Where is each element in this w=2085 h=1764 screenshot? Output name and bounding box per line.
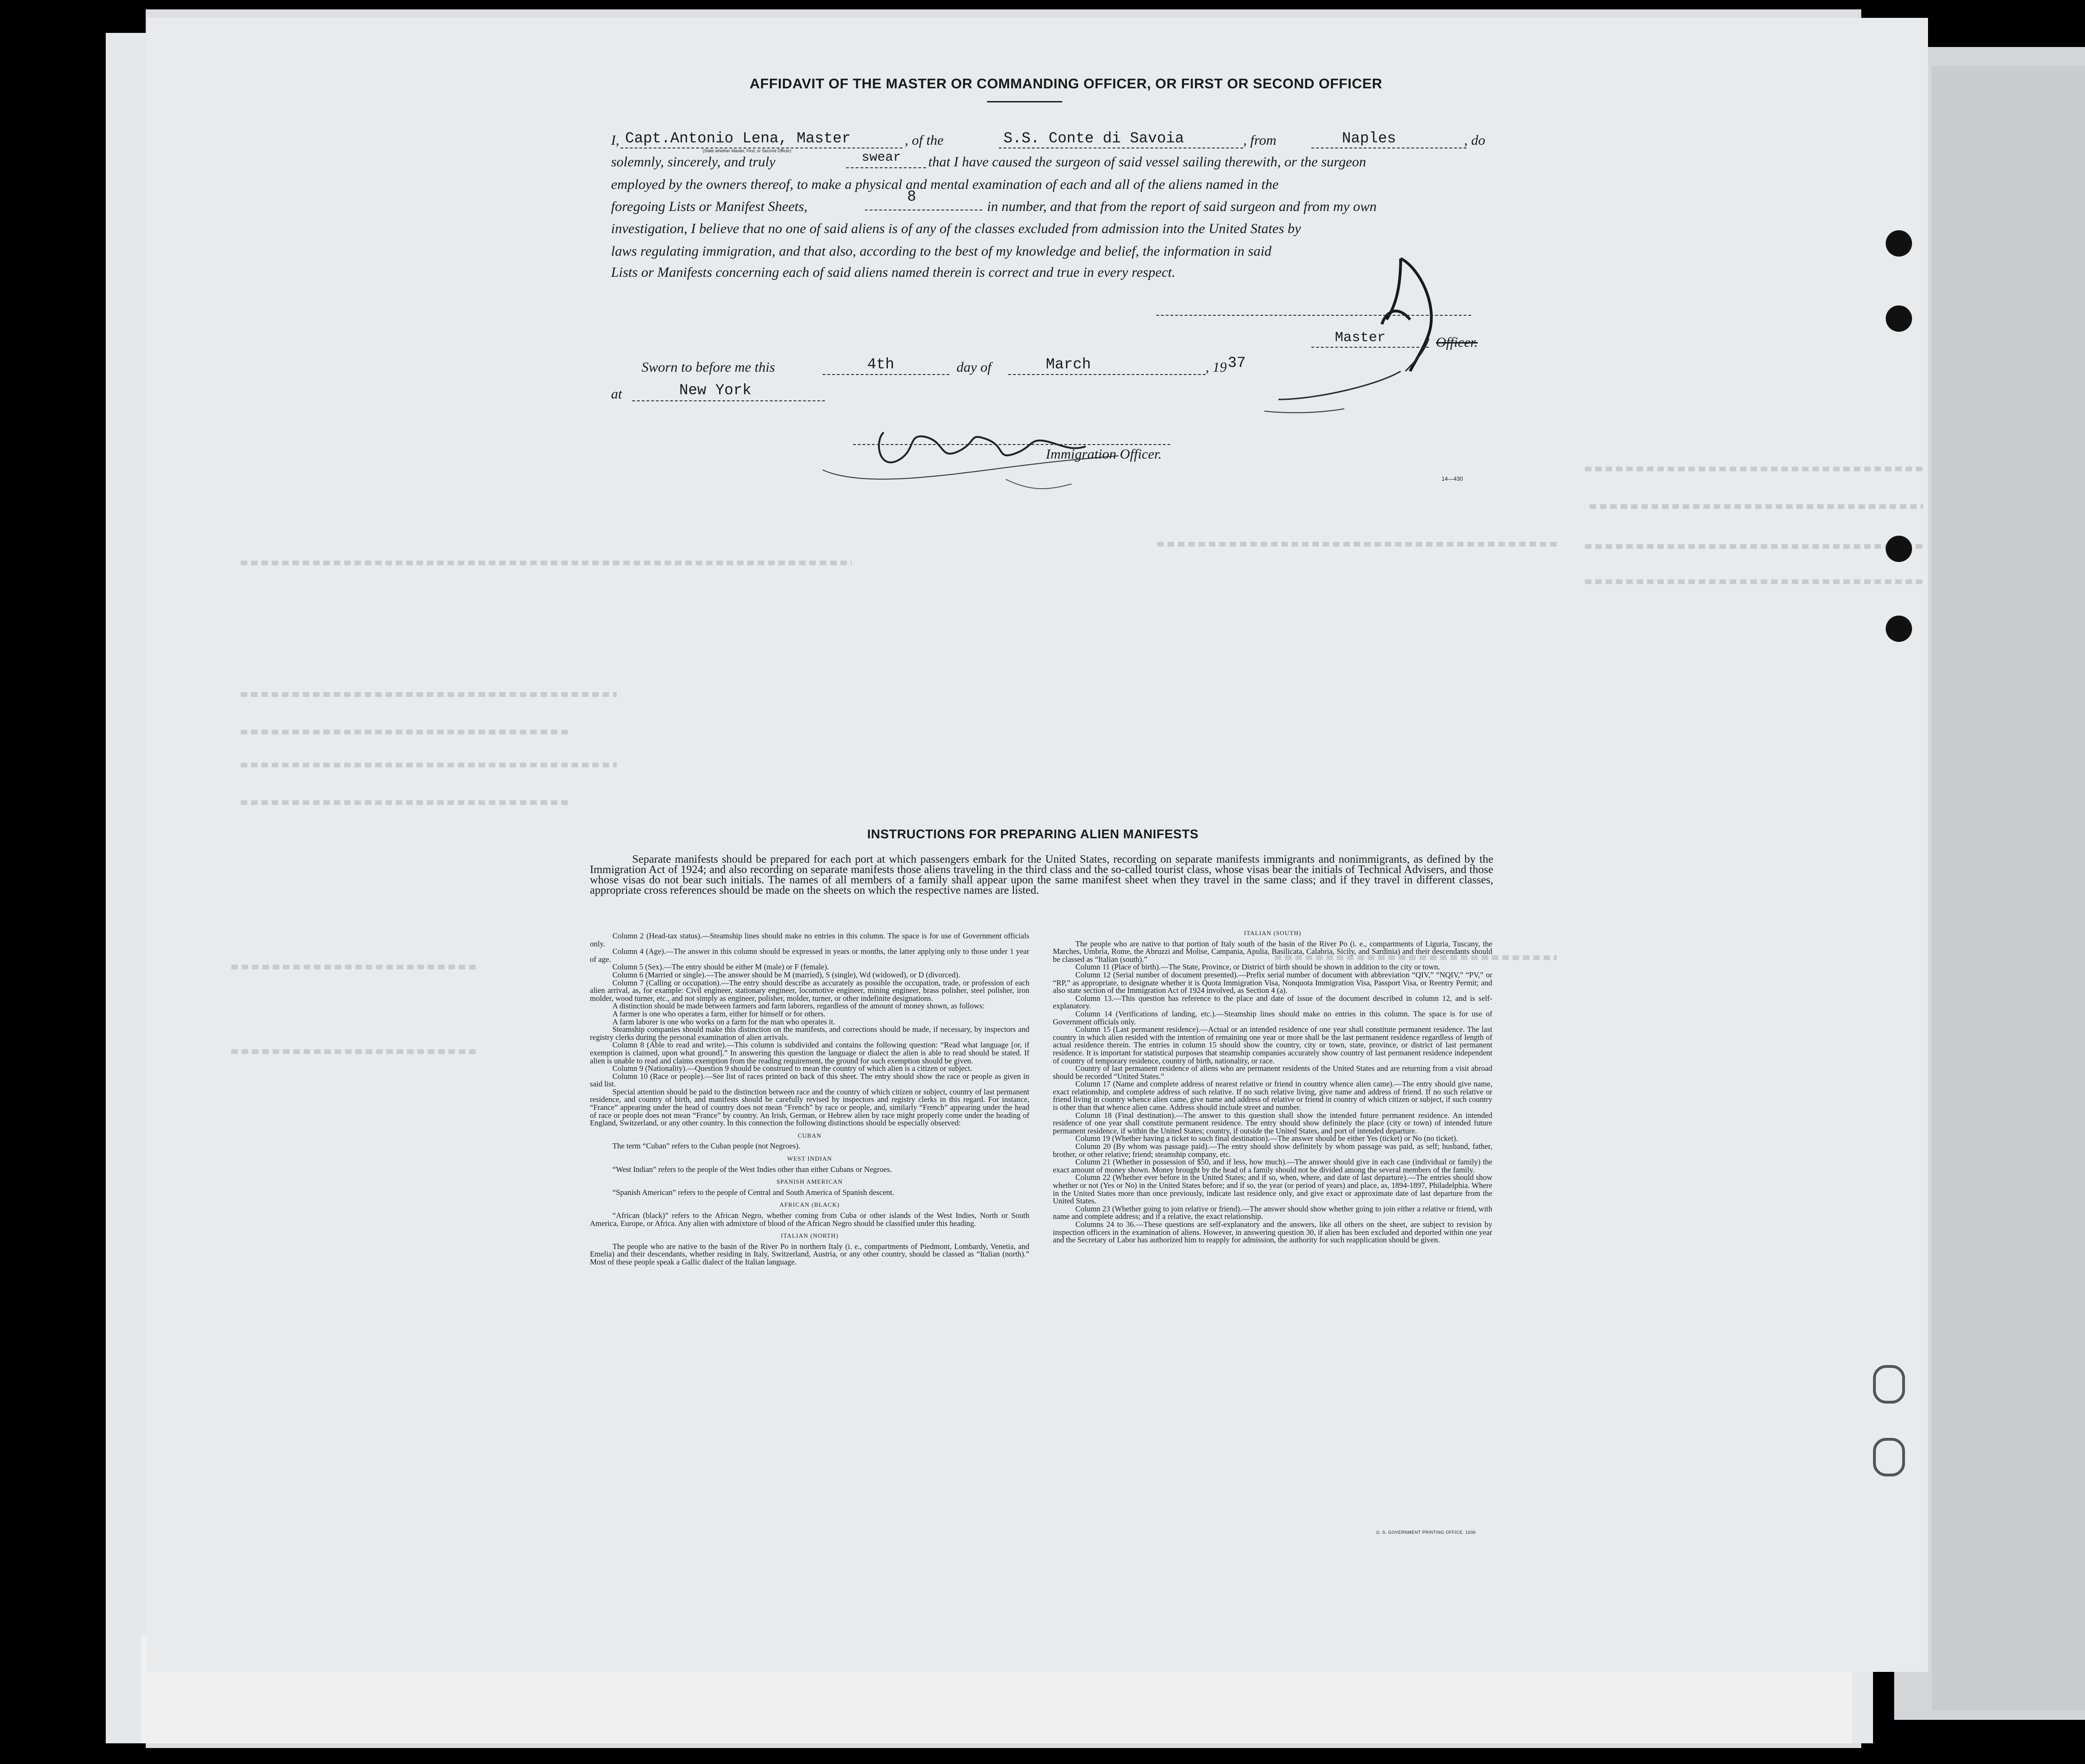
master-signature (1260, 230, 1504, 418)
from-label: , from (1243, 133, 1277, 148)
sworn-day: 4th (867, 356, 894, 373)
instruction-paragraph: Column 6 (Married or single).—The answer should be M (married), S (single), Wd (widowed), or D (divorced). (612, 970, 960, 979)
sworn-year: 37 (1228, 354, 1246, 372)
at-label: at (611, 386, 622, 402)
section-heading-spanish-american: SPANISH AMERICAN (776, 1178, 843, 1186)
instruction-paragraph: Column 5 (Sex).—The entry should be either M (male) or F (female). (612, 962, 829, 972)
instruction-paragraph: Steamship companies should make this distinction on the manifests, and corrections should be made, if necessary, by inspectors and registry clerks during the personal examination of alien arrivals. (590, 1025, 1029, 1042)
affidavit-line5: investigation, I believe that no one of said aliens is of any of the classes excluded from admission into the United States by (611, 221, 1301, 236)
instruction-paragraph: Column 2 (Head-tax status).—Steamship lines should make no entries in this column. The space is for use of Government officials only. (590, 931, 1029, 948)
instruction-paragraph: Column 20 (By whom was passage paid).—The entry should show definitely by whom passage was paid, as self; husband, father, brother, or other relative; friend; steamship company, etc. (1053, 1142, 1492, 1159)
oath-line (846, 167, 926, 168)
affidavit-line2a: solemnly, sincerely, and truly (611, 154, 776, 170)
section-heading-west-indian: WEST INDIAN (787, 1155, 832, 1163)
instruction-paragraph: Column 22 (Whether ever before in the United States; and if so, when, where, and date of last departure).—The entries should show whether or not (Yes or No) in the United States before; and if so, the year (or period of years) and place, as, 1894-1897, Philadelphia. Where in the United States more than once previously, indicate last residence only, and give exact or approximate date of last departure from the United States. (1053, 1173, 1492, 1206)
title-line (1311, 347, 1429, 348)
immigration-officer-line (853, 444, 1170, 445)
right-page-edge-2 (1932, 66, 2085, 1710)
sworn-month: March (1046, 356, 1091, 373)
instruction-paragraph: Column 9 (Nationality).—Question 9 should be construed to mean the country of which alien is a citizen or subject. (612, 1064, 972, 1073)
instruction-paragraph: Column 7 (Calling or occupation).—The entry should describe as accurately as possible the occupation, trade, or profession of each alien arrival, as, for example: Civil engineer, stationary engineer, locomotive engineer, mining engineer, brass polisher, steel polisher, iron molder, wood turner, etc., and not simply as engineer, polisher, molder, turner, or other indefinite designations. (590, 978, 1029, 1003)
instruction-paragraph: Column 14 (Verifications of landing, etc.).—Steamship lines should make no entries in this column. The space is for use of Government officials only. (1053, 1009, 1492, 1026)
instruction-paragraph: Column 18 (Final destination).—The answer to this question shall show the intended future permanent residence. An intended residence of one year shall constitute permanent residence. The entry should show definitely the place (city or town) of intended future permanent residence, if within the United States; country, if outside the United States, and port of intended departure. (1053, 1110, 1492, 1135)
form-number: 14—430 (1442, 476, 1463, 482)
instructions-left-column (590, 932, 1029, 1266)
do-label: , do (1464, 133, 1485, 148)
affidavit-title: AFFIDAVIT OF THE MASTER OR COMMANDING OFFICER, OR FIRST OR SECOND OFFICER (750, 76, 1382, 92)
instructions-right-column (1053, 929, 1492, 1244)
instruction-paragraph: Country of last permanent residence of aliens who are permanent residents of the United States and are returning from a visit abroad should be recorded “United States.” (1053, 1064, 1492, 1081)
instruction-paragraph: Column 13.—This question has reference to the place and date of issue of the document described in column 12, and is self-explanatory. (1053, 993, 1492, 1011)
affidavit-line2b: that I have caused the surgeon of said vessel sailing therewith, or the surgeon (928, 154, 1366, 170)
affidavit-line4a: foregoing Lists or Manifest Sheets, (611, 199, 808, 214)
instruction-paragraph: Column 23 (Whether going to join relative or friend).—The answer should show whether going to join either a relative or friend, with name and complete address; and if a relative, the exact relationship. (1053, 1204, 1492, 1221)
port-name: Naples (1342, 130, 1396, 147)
instruction-paragraph: Column 12 (Serial number of document presented).—Prefix serial number of document with abbreviation “QIV,” “NQIV,” “PV,” or “RP,” as appropriate, to designate whether it is Quota Immigration Visa, Nonquota Immigration Visa, Passport Visa, or Reentry Permit; and also state section of the Immigration Act of 1924 involved, as Section 4 (a). (1053, 970, 1492, 995)
vessel-name: S.S. Conte di Savoia (1003, 130, 1184, 147)
instruction-paragraph: Column 11 (Place of birth).—The State, Province, or District of birth should be shown in addition to the city or town. (1075, 962, 1440, 972)
officer-label: Officer. (1436, 335, 1478, 350)
section-heading-cuban: CUBAN (798, 1132, 822, 1139)
signer-title: Master (1335, 330, 1386, 346)
oath-word: swear (862, 150, 901, 165)
sheet-count: 8 (907, 188, 917, 205)
instruction-paragraph: The people who are native to the basin of the River Po in northern Italy (i. e., compartments of Piedmont, Lombardy, Venetia, and Emelia) and their descendants, whether residing in Italy, Switzerland, Austria, or any other country, should be classed as “Italian (north).” Most of these people speak a Gallic dialect of the Italian language. (590, 1241, 1029, 1266)
instruction-paragraph: Column 4 (Age).—The answer in this column should be expressed in years or months, the latter applying only to those under 1 year of age. (590, 947, 1029, 964)
instruction-paragraph: A farmer is one who operates a farm, either for himself or for others. (612, 1009, 826, 1018)
month-line (1008, 374, 1206, 375)
binder-ring (1873, 1365, 1905, 1404)
instruction-paragraph: The people who are native to that portion of Italy south of the basin of the River Po (i. e., compartments of Liguria, Tuscany, the Marches, Umbria, Rome, the Abruzzi and Molise, Campania, Apulia, Basilicata, Calabria, Sicily, and Sardinia) and their descendants should be classed as “Italian (south).” (1053, 939, 1492, 964)
instruction-paragraph: A farm laborer is one who works on a farm for the man who operates it. (612, 1017, 835, 1026)
affidavit-line3: employed by the owners thereof, to make a physical and mental examination of each and all of the aliens named in the (611, 177, 1279, 192)
binder-ring (1873, 1438, 1905, 1476)
immigration-officer-label: Immigration Officer. (1046, 446, 1162, 462)
instruction-paragraph: Columns 24 to 36.—These questions are self-explanatory and the answers, like all others on the sheet, are subject to revision by inspection officers in the examination of aliens. However, in answering question 30, if alien has been excluded and deported within one year and the Secretary of Labor has authorized him to reapply for admission, the authority for such reapplication should be given. (1053, 1219, 1492, 1245)
instruction-paragraph: Column 21 (Whether in possession of $50, and if less, how much).—The answer should give in each case (individual or family) the exact amount of money shown. Money brought by the head of a family should not be divided among the several members of the family. (1053, 1157, 1492, 1174)
instruction-paragraph: Column 17 (Name and complete address of nearest relative or friend in country whence alien came).—The entry should give name, exact relationship, and complete address of such relative. If no such relative living, give name and address of friend. If no such relative or friend living in country whence alien came, give name and address of relative or friend in country of which citizen or subject, if such country is other than that whence alien came. Address should include street and number. (1053, 1079, 1492, 1112)
punch-hole (1886, 230, 1912, 257)
officer-name: Capt.Antonio Lena, Master (625, 130, 851, 147)
instructions-title: INSTRUCTIONS FOR PREPARING ALIEN MANIFESTS (867, 827, 1199, 841)
place-line (632, 400, 825, 401)
instruction-paragraph: A distinction should be made between farmers and farm laborers, regardless of the amount of money shown, as follows: (612, 1001, 985, 1011)
instruction-paragraph: “Spanish American” refers to the people of Central and South America of Spanish descent. (612, 1187, 894, 1197)
day-of-label: day of (956, 359, 992, 375)
punch-hole (1886, 616, 1912, 642)
signature-line (1156, 315, 1471, 316)
instruction-paragraph: “African (black)” refers to the African Negro, whether coming from Cuba or other islands of the West Indies, North or South America, Europe, or Africa. Any alien with admixture of blood of the African Negro should be classified under this heading. (590, 1211, 1029, 1228)
instruction-paragraph: Column 15 (Last permanent residence).—Actual or an intended residence of one year shall constitute permanent residence. The last country in which alien resided with the intention of remaining one year or more shall be the last permanent residence regardless of length of actual residence therein. The entries in column 15 should show the country, city or town, state, province, or district of last permanent residence. It is important for statistical purposes that steamship companies accurately show country of last permanent residence independent of country of temporary residence, country of birth, nationality, or race. (1053, 1025, 1492, 1065)
affidavit-line6: laws regulating immigration, and that also, according to the best of my knowledge and belief, the information in said (611, 243, 1272, 259)
day-line (823, 374, 949, 375)
affidavit-line7: Lists or Manifests concerning each of said aliens named therein is correct and true in every respect. (611, 265, 1176, 280)
sworn-label: Sworn to before me this (642, 359, 775, 375)
section-heading-african: AFRICAN (BLACK) (779, 1201, 840, 1209)
officer-note: (State whether Master, First, or Second Officer) (703, 148, 792, 153)
sworn-place: New York (679, 382, 752, 399)
year-prefix: , 19 (1206, 359, 1227, 375)
printer-imprint: U. S. GOVERNMENT PRINTING OFFICE: 1936 (1376, 1530, 1476, 1535)
sheet-count-line (865, 210, 982, 211)
instruction-paragraph: “West Indian” refers to the people of the West Indies other than either Cubans or Negroes. (612, 1164, 892, 1174)
punch-hole (1886, 536, 1912, 562)
instruction-paragraph: The term “Cuban” refers to the Cuban people (not Negroes). (612, 1141, 800, 1151)
section-heading-italian-south: ITALIAN (SOUTH) (1244, 929, 1301, 937)
title-underline (987, 101, 1062, 102)
instructions-intro: Separate manifests should be prepared for each port at which passengers embark for the United States, recording on separate manifests immigrants and nonimmigrants, as defined by the Immigration Act of 1924; and also recording on separate manifests those aliens traveling in the third class and the so-called tourist class, whose visas bear the initials of Technical Advisers, and those whose visas do not bear such initials. The names of all members of a family shall appear upon the same manifest sheet when they travel in the same class; and if they travel in different classes, appropriate cross references should be made on the sheets on which the respective names are listed. (590, 853, 1493, 897)
instruction-paragraph: Special attention should be paid to the distinction between race and the country of which citizen or subject, country of last permanent residence, and country of birth, and manifests should be carefully revised by inspectors and registry clerks in this regard. For instance, “France” appearing under the head of country does not mean “French” by race or people, and, similarly “French” appearing under the head of race or people does not mean “France” by country. An Irish, German, or Hebrew alien by race might properly come under the heading of England, Switzerland, or any other country. In this connection the following distinctions should be especially observed: (590, 1087, 1029, 1128)
punch-hole (1886, 305, 1912, 332)
instruction-paragraph: Column 10 (Race or people).—See list of races printed on back of this sheet. The entry should show the race or people as given in said list. (590, 1071, 1029, 1089)
affidavit-i: I, (611, 133, 619, 148)
section-heading-italian-north: ITALIAN (NORTH) (781, 1232, 839, 1240)
instruction-paragraph: Column 19 (Whether having a ticket to such final destination).—The answer should be either Yes (ticket) or No (no ticket). (1075, 1134, 1458, 1143)
instruction-paragraph: Column 8 (Able to read and write).—This column is subdivided and contains the following question: “Read what language [or, if exemption is claimed, upon what ground].” In answering this question the language or dialect the alien is able to read should be stated. If alien is unable to read and claims exemption from the reading requirement, the ground for such exemption should be given. (590, 1040, 1029, 1065)
of-the-label: , of the (905, 133, 944, 148)
affidavit-line4b: in number, and that from the report of said surgeon and from my own (987, 199, 1377, 214)
